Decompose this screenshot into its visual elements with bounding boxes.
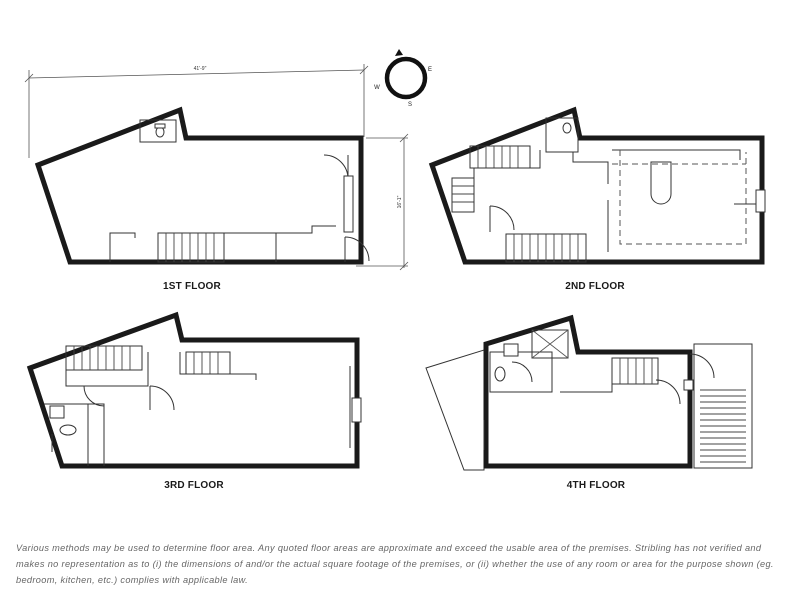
door-swing-icon bbox=[490, 206, 514, 230]
floor-label-3rd: 3RD FLOOR bbox=[164, 480, 224, 491]
floor-label-4th: 4TH FLOOR bbox=[566, 480, 626, 491]
door-swing-icon bbox=[512, 362, 532, 382]
compass bbox=[374, 49, 432, 108]
door-swing-icon bbox=[324, 155, 348, 179]
floor-plan-1st bbox=[38, 110, 369, 262]
floor-label-2nd: 2ND FLOOR bbox=[565, 281, 625, 292]
window-icon bbox=[756, 190, 765, 212]
compass-north-arrow bbox=[395, 49, 403, 56]
sink-icon bbox=[50, 406, 64, 418]
floor-plan-3rd bbox=[30, 315, 361, 466]
floor-plan-4th bbox=[426, 318, 752, 470]
rear-deck bbox=[694, 344, 752, 468]
toilet-icon bbox=[495, 367, 505, 381]
exterior-wall bbox=[30, 315, 357, 466]
entry-door-swing-icon bbox=[345, 237, 369, 261]
depth-dimension bbox=[356, 134, 408, 270]
depth-dimension-label: 16'-1" bbox=[397, 195, 403, 209]
floor-label-1st: 1ST FLOOR bbox=[163, 281, 221, 292]
column-icon bbox=[651, 162, 671, 204]
floor-plan-2nd bbox=[432, 110, 765, 262]
compass-ring bbox=[387, 59, 425, 97]
compass-west-label: W bbox=[374, 85, 380, 91]
exterior-wall bbox=[38, 110, 361, 262]
toilet-icon bbox=[563, 123, 571, 133]
stairs-4th bbox=[612, 358, 658, 384]
window-icon bbox=[352, 398, 361, 422]
exterior-wall bbox=[432, 110, 762, 262]
sink-icon bbox=[504, 344, 518, 356]
stairs-2nd-winder bbox=[452, 178, 474, 212]
stairs-1st bbox=[158, 233, 224, 262]
compass-east-label: E bbox=[427, 67, 433, 73]
width-dimension-label: 41'-9" bbox=[193, 66, 207, 72]
toilet-icon bbox=[60, 425, 76, 435]
width-dimension bbox=[25, 64, 368, 158]
terrace-outline bbox=[426, 350, 484, 470]
disclaimer-text: Various methods may be used to determine floor area. Any quoted floor areas are approximate and exceed the usable area of the premises. Stribling has not verified and makes no representation as to (i) the dimensions of and/or the actual square footage of the premises, or (ii) whether the use of any room or area for the purpose shown (eg. bedroom, kitchen, etc.) complies with applicable law. bbox=[16, 543, 774, 585]
deck-boards bbox=[700, 390, 746, 462]
stairs-3rd-mid bbox=[186, 352, 230, 374]
stairs-2nd-lower bbox=[506, 234, 586, 262]
compass-south-label: S bbox=[407, 102, 413, 108]
door-swing-icon bbox=[150, 386, 174, 410]
